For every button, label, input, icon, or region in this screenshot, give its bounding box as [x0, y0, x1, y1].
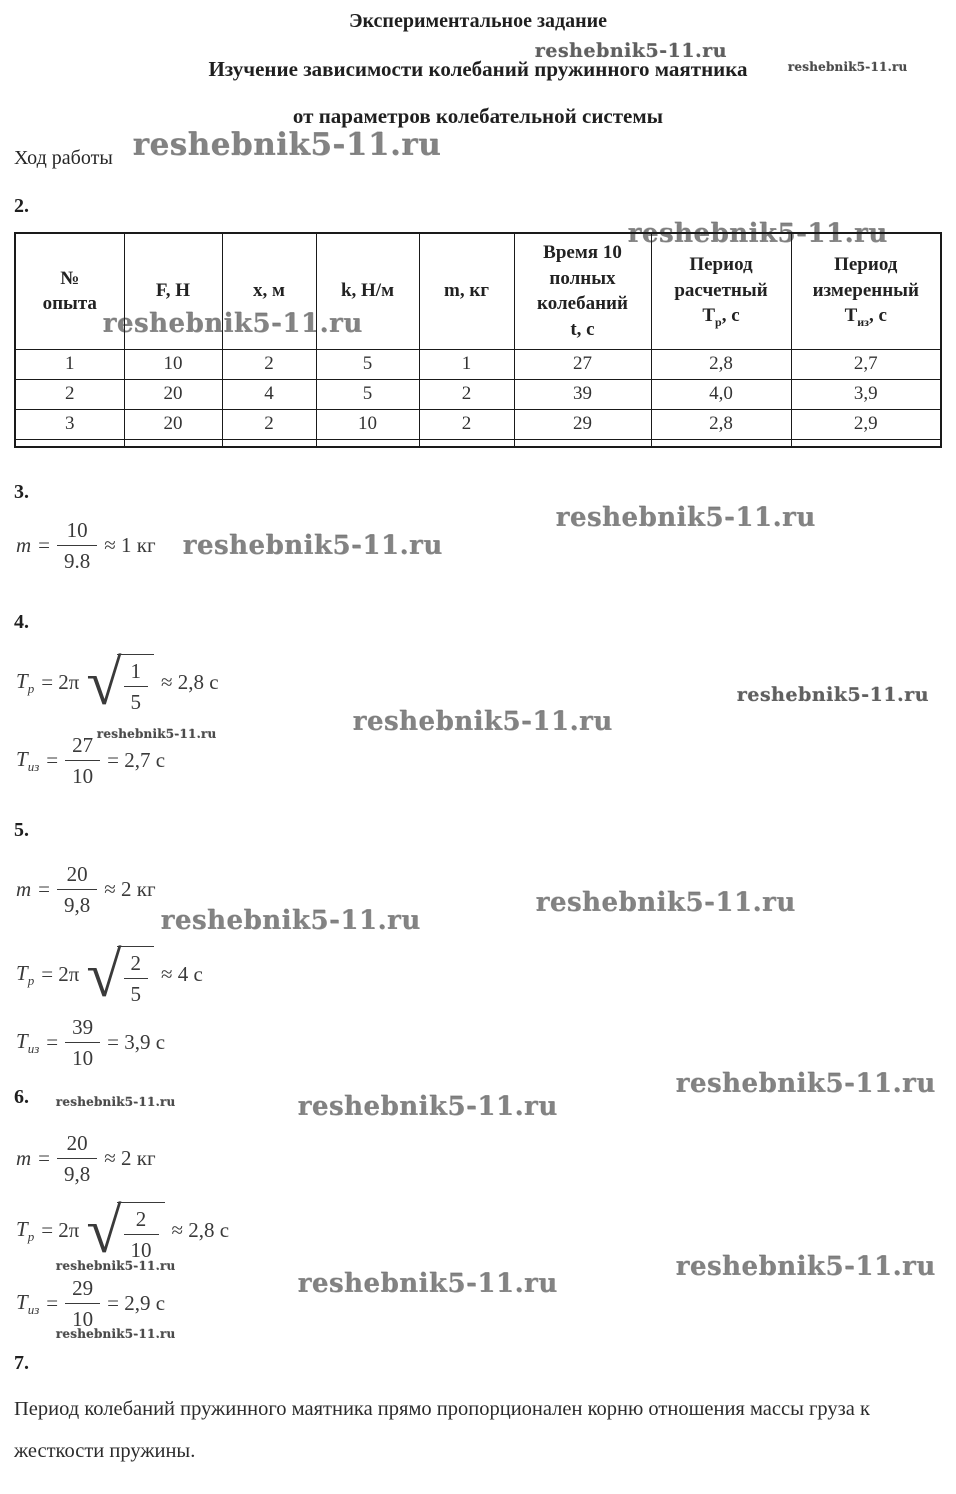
page-subtitle-line2: от параметров колебательной системы — [292, 104, 664, 128]
cell: 27 — [514, 349, 651, 379]
formula-result: = 3,9 с — [107, 1030, 166, 1055]
page-subtitle-line1: Изучение зависимости колебаний пружинного маятника — [208, 57, 748, 81]
formula-variable: $T_{из}$ — [16, 746, 40, 774]
table-empty-row — [15, 439, 941, 447]
cell: 2,8 — [651, 349, 791, 379]
header-experiment-number: № опыта — [15, 233, 124, 349]
formula-variable: $T_p$ — [16, 960, 35, 988]
formula-result: = 2,7 с — [107, 748, 166, 773]
formula-period-measured-2 — [16, 1014, 165, 1072]
watermark: reshebnik5-11.ru — [676, 1069, 937, 1099]
formula-period-calculated-1 — [16, 647, 219, 718]
watermark: reshebnik5-11.ru — [536, 888, 797, 918]
square-root — [86, 939, 154, 1010]
section-4-number: 4. — [14, 611, 29, 633]
watermark: reshebnik5-11.ru — [56, 1095, 176, 1109]
work-progress-label: Ход работы — [14, 147, 113, 169]
fraction: $\frac{2}{5}$ — [124, 950, 149, 1008]
cell: 2 — [15, 379, 124, 409]
formula-mass-3 — [16, 1130, 156, 1188]
equals-sign: = — [38, 1146, 51, 1171]
watermark: reshebnik5-11.ru — [737, 684, 930, 706]
cell: 5 — [316, 379, 419, 409]
formula-variable: m — [16, 1146, 32, 1171]
cell: 20 — [124, 379, 222, 409]
formula-middle: = 2π — [41, 1218, 80, 1243]
header-stiffness: k, Н/м — [316, 233, 419, 349]
section-3-number: 3. — [14, 481, 29, 503]
page-title: Экспериментальное задание — [348, 10, 608, 32]
formula-variable: m — [16, 877, 32, 902]
table-row — [15, 409, 941, 439]
formula-variable: $T_{из}$ — [16, 1289, 40, 1317]
cell: 29 — [514, 409, 651, 439]
header-period-calculated: Период расчетный $Т_р$, с — [651, 233, 791, 349]
cell: 2 — [222, 409, 316, 439]
fraction: $\frac{10}{9.8}$ — [57, 517, 97, 575]
table-header-row — [15, 233, 941, 349]
square-root — [86, 647, 154, 718]
fraction: $\frac{2}{10}$ — [124, 1206, 159, 1264]
watermark: reshebnik5-11.ru — [556, 503, 817, 533]
header-time: Время 10 полных колебаний t, с — [514, 233, 651, 349]
formula-variable: m — [16, 533, 32, 558]
watermark: reshebnik5-11.ru — [183, 531, 444, 561]
watermark: reshebnik5-11.ru — [56, 1259, 176, 1273]
formula-mass-1 — [16, 517, 156, 575]
formula-variable: $T_p$ — [16, 1216, 35, 1244]
watermark: reshebnik5-11.ru — [676, 1252, 937, 1282]
fraction: $\frac{20}{9,8}$ — [57, 861, 97, 919]
section-6-number: 6. — [14, 1086, 29, 1108]
table-row — [15, 379, 941, 409]
watermark: reshebnik5-11.ru — [788, 60, 908, 74]
equals-sign: = — [46, 1291, 59, 1316]
section-7-number: 7. — [14, 1352, 29, 1374]
fraction: $\frac{1}{5}$ — [124, 658, 149, 716]
cell: 3,9 — [791, 379, 941, 409]
cell: 3 — [15, 409, 124, 439]
formula-middle: = 2π — [41, 670, 80, 695]
section-2-number: 2. — [14, 195, 29, 217]
experiment-table — [14, 232, 942, 448]
equals-sign: = — [38, 877, 51, 902]
cell: 4 — [222, 379, 316, 409]
header-period-measured: Период измеренный $Т_{из}$, с — [791, 233, 941, 349]
fraction: $\frac{29}{10}$ — [65, 1275, 100, 1333]
table-row — [15, 349, 941, 379]
cell: 10 — [316, 409, 419, 439]
cell: 39 — [514, 379, 651, 409]
header-force: F, Н — [124, 233, 222, 349]
watermark: reshebnik5-11.ru — [97, 727, 217, 741]
watermark: reshebnik5-11.ru — [161, 906, 422, 936]
formula-mass-2 — [16, 861, 156, 919]
section-5-number: 5. — [14, 819, 29, 841]
conclusion-text: Период колебаний пружинного маятника прямо пропорционален корню отношения массы груза к жесткости пружины. — [14, 1398, 870, 1463]
formula-result: = 2,9 с — [107, 1291, 166, 1316]
watermark: reshebnik5-11.ru — [56, 1327, 176, 1341]
formula-result: ≈ 2 кг — [104, 877, 156, 902]
equals-sign: = — [38, 533, 51, 558]
cell: 2 — [419, 379, 514, 409]
header-displacement: х, м — [222, 233, 316, 349]
header-mass: m, кг — [419, 233, 514, 349]
watermark: reshebnik5-11.ru — [535, 40, 728, 62]
radical-sign: √ — [86, 1195, 122, 1266]
watermark: reshebnik5-11.ru — [628, 219, 889, 249]
fraction: $\frac{27}{10}$ — [65, 732, 100, 790]
formula-result: ≈ 1 кг — [104, 533, 156, 558]
watermark: reshebnik5-11.ru — [133, 127, 442, 163]
fraction: $\frac{39}{10}$ — [65, 1014, 100, 1072]
formula-result: ≈ 2 кг — [104, 1146, 156, 1171]
radical-sign: √ — [86, 647, 122, 718]
formula-result: ≈ 2,8 с — [171, 1218, 230, 1243]
cell: 1 — [15, 349, 124, 379]
cell: 4,0 — [651, 379, 791, 409]
fraction: $\frac{20}{9,8}$ — [57, 1130, 97, 1188]
cell: 2,8 — [651, 409, 791, 439]
cell: 10 — [124, 349, 222, 379]
formula-result: ≈ 2,8 с — [161, 670, 219, 695]
cell: 2,7 — [791, 349, 941, 379]
cell: 1 — [419, 349, 514, 379]
watermark: reshebnik5-11.ru — [298, 1092, 559, 1122]
equals-sign: = — [46, 748, 59, 773]
formula-result: ≈ 4 с — [161, 962, 203, 987]
cell: 5 — [316, 349, 419, 379]
radical-sign: √ — [86, 939, 122, 1010]
cell: 2 — [419, 409, 514, 439]
formula-period-measured-3 — [16, 1275, 165, 1333]
cell: 2,9 — [791, 409, 941, 439]
watermark: reshebnik5-11.ru — [103, 309, 364, 339]
cell: 20 — [124, 409, 222, 439]
formula-variable: $T_{из}$ — [16, 1028, 40, 1056]
formula-period-measured-1 — [16, 732, 165, 790]
formula-period-calculated-2 — [16, 939, 203, 1010]
square-root — [86, 1195, 164, 1266]
cell: 2 — [222, 349, 316, 379]
formula-middle: = 2π — [41, 962, 80, 987]
equals-sign: = — [46, 1030, 59, 1055]
formula-variable: $T_p$ — [16, 668, 35, 696]
watermark: reshebnik5-11.ru — [298, 1269, 559, 1299]
watermark: reshebnik5-11.ru — [353, 707, 614, 737]
